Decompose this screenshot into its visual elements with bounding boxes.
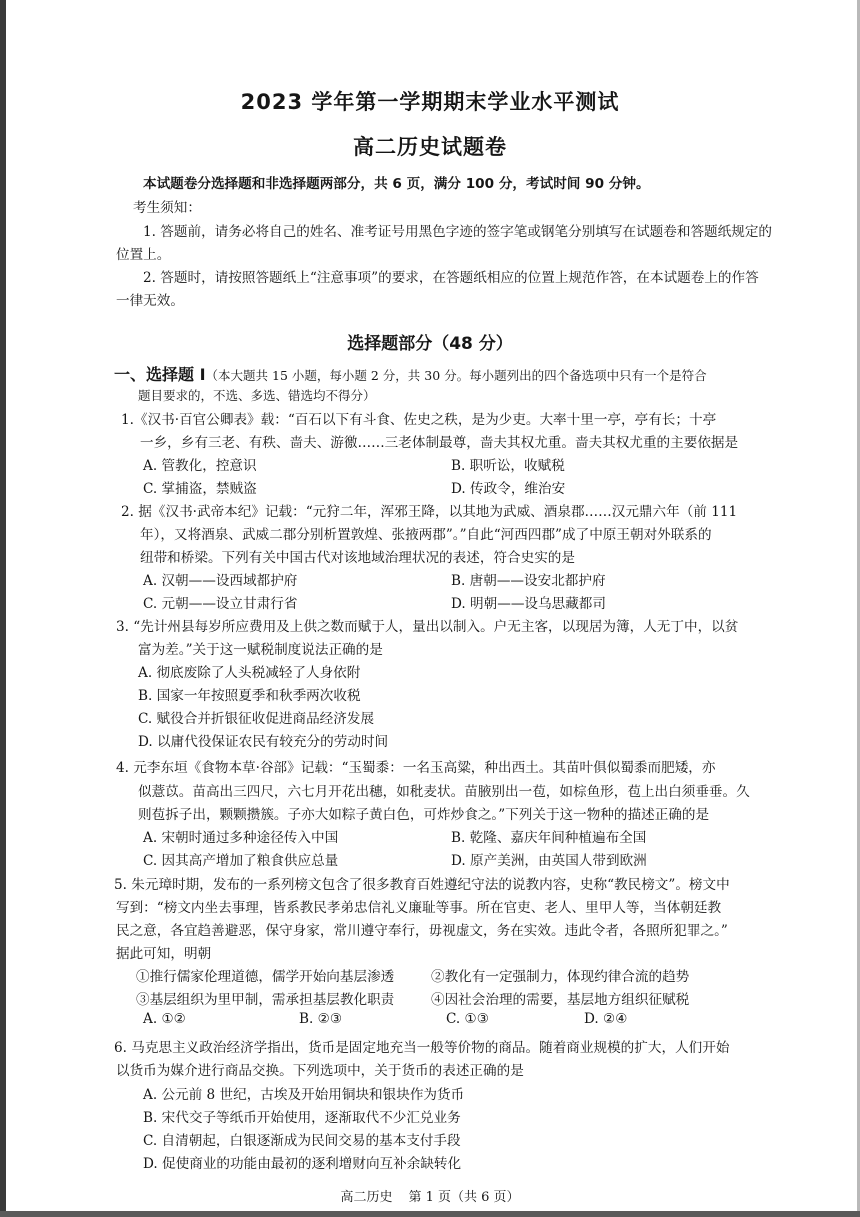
section-title: 选择题部分（48 分） [347,334,513,354]
exam-title: 2023 学年第一学期期末学业水平测试 [240,90,620,114]
page-footer [0,1186,860,1205]
question-stem-line: 纽带和桥梁。下列有关中国古代对该地域治理状况的表述，符合史实的是 [140,550,575,566]
option-a: A. 宋朝时通过多种途径传入中国 [143,830,339,846]
statement-2: ②教化有一定强制力，体现约律合流的趋势 [431,969,690,985]
question-stem-line: 一乡，乡有三老、有秩、啬夫、游徼……三老体制最尊，啬夫其权尤重。啬夫其权尤重的主要依据是 [140,435,739,451]
footer-page-number: 第 1 页（共 6 页） [408,1190,520,1205]
part-label: 一、选择题 Ⅰ [114,365,206,384]
footer-subject: 高二历史 [340,1190,393,1205]
option-d: D. 原产美洲，由英国人带到欧洲 [451,853,647,869]
option-c: C. 自清朝起，白银逐渐成为民间交易的基本支付手段 [143,1133,461,1149]
option-c: C. 因其高产增加了粮食供应总量 [143,853,339,869]
statement-1: ①推行儒家伦理道德，儒学开始向基层渗透 [136,969,395,985]
question-stem-line: 5. 朱元璋时期，发布的一系列榜文包含了很多教育百姓遵纪守法的说教内容，史称“教民榜文”。榜文中 [114,877,730,893]
question-stem-line: 据此可知，明朝 [116,946,212,962]
option-c: C. 掌捕盗，禁贼盗 [143,481,257,497]
option-b: B. ②③ [299,1011,343,1027]
question-stem-line: 6. 马克思主义政治经济学指出，货币是固定地充当一般等价物的商品。随着商业规模的扩大，人们开始 [114,1040,730,1056]
question-stem-line: 民之意，各宜趋善避恶，保守身家，常川遵守奉行，毋视虚文，务在实效。违此令者，各照所犯罪之。” [116,923,728,939]
part-note-line1: （本大题共 15 小题，每小题 2 分，共 30 分。每小题列出的四个备选项中只有一个是符合 [205,368,707,383]
option-b: B. 国家一年按照夏季和秋季两次收税 [138,688,361,704]
option-a: A. ①② [143,1011,186,1027]
question-stem-line: 写到：“榜文内坐去事理，皆系教民孝弟忠信礼义廉耻等事。所在官吏、老人、里甲人等，当体朝廷教 [116,900,722,916]
question-stem-line: 3. “先计州县每岁所应费用及上供之数而赋于人，量出以制入。户无主客，以现居为簿，人无丁中，以贫 [116,619,739,635]
option-d: D. ②④ [584,1011,628,1027]
exam-subtitle: 高二历史试题卷 [353,135,507,159]
question-stem-line: 2. 据《汉书·武帝本纪》记载：“元狩二年，浑邪王降，以其地为武威、酒泉郡……汉元鼎六年（前 111 [121,504,738,520]
question-stem-line: 似薏苡。苗高出三四尺，六七月开花出穗，如秕麦状。苗腋别出一苞，如棕鱼形，苞上出白须垂垂。久 [138,784,750,800]
instruction-2-line2: 一律无效。 [116,293,184,309]
question-stem-line: 以货币为媒介进行商品交换。下列选项中，关于货币的表述正确的是 [116,1063,524,1079]
instruction-1-line1: 1. 答题前，请务必将自己的姓名、准考证号用黑色字迹的签字笔或钢笔分别填写在试题卷和答题纸规定的 [143,224,773,240]
option-a: A. 公元前 8 世纪，古埃及开始用铜块和银块作为货币 [143,1087,465,1103]
part-heading [114,362,707,385]
option-c: C. 元朝——设立甘肃行省 [143,596,298,612]
scan-edge-bottom [0,1211,860,1217]
option-b: B. 职听讼，收赋税 [451,458,565,474]
option-c: C. ①③ [446,1011,489,1027]
option-a: A. 汉朝——设西域都护府 [143,573,298,589]
question-stem-line: 4. 元李东垣《食物本草·谷部》记载：“玉蜀黍：一名玉高粱，种出西土。其苗叶俱似蜀黍而肥矮，亦 [116,760,716,776]
option-d: D. 传政令，维治安 [451,481,566,497]
part-note-line2: 题目要求的，不选、多选、错选均不得分） [138,388,376,403]
option-a: A. 彻底废除了人头税减轻了人身依附 [138,665,361,681]
instruction-2-line1: 2. 答题时，请按照答题纸上“注意事项”的要求，在答题纸相应的位置上规范作答，在本试题卷上的作答 [143,270,759,286]
question-stem-line: 年），又将酒泉、武威二郡分别析置敦煌、张掖两郡”。”自此“河西四郡”成了中原王朝对外联系的 [140,527,712,543]
question-stem-line: 富为差。”关于这一赋税制度说法正确的是 [138,642,383,658]
instructions-main: 本试题卷分选择题和非选择题两部分，共 6 页，满分 100 分，考试时间 90 分钟。 [143,176,650,192]
option-d: D. 促使商业的功能由最初的逐利增财向互补余缺转化 [143,1156,462,1172]
option-b: B. 乾隆、嘉庆年间种植遍布全国 [451,830,647,846]
question-stem-line: 则苞拆子出，颗颗攒簇。子亦大如粽子黄白色，可炸炒食之。”下列关于这一物种的描述正确的是 [138,807,710,823]
option-c: C. 赋役合并折银征收促进商品经济发展 [138,711,375,727]
question-stem-line: 1.《汉书·百官公卿表》载：“百石以下有斗食、佐史之秩，是为少吏。大率十里一亭，亭有长；十亭 [121,412,717,428]
scan-edge-left [0,0,6,1217]
instruction-1-line2: 位置上。 [116,247,171,263]
option-b: B. 唐朝——设安北都护府 [451,573,606,589]
option-a: A. 管教化，控意识 [143,458,257,474]
statement-3: ③基层组织为里甲制，需承担基层教化职责 [136,992,395,1008]
instructions-heading: 考生须知： [133,200,201,216]
option-b: B. 宋代交子等纸币开始使用，逐渐取代不少汇兑业务 [143,1110,461,1126]
option-d: D. 明朝——设乌思藏都司 [451,596,606,612]
statement-4: ④因社会治理的需要，基层地方组织征赋税 [431,992,690,1008]
option-d: D. 以庸代役保证农民有较充分的劳动时间 [138,734,389,750]
